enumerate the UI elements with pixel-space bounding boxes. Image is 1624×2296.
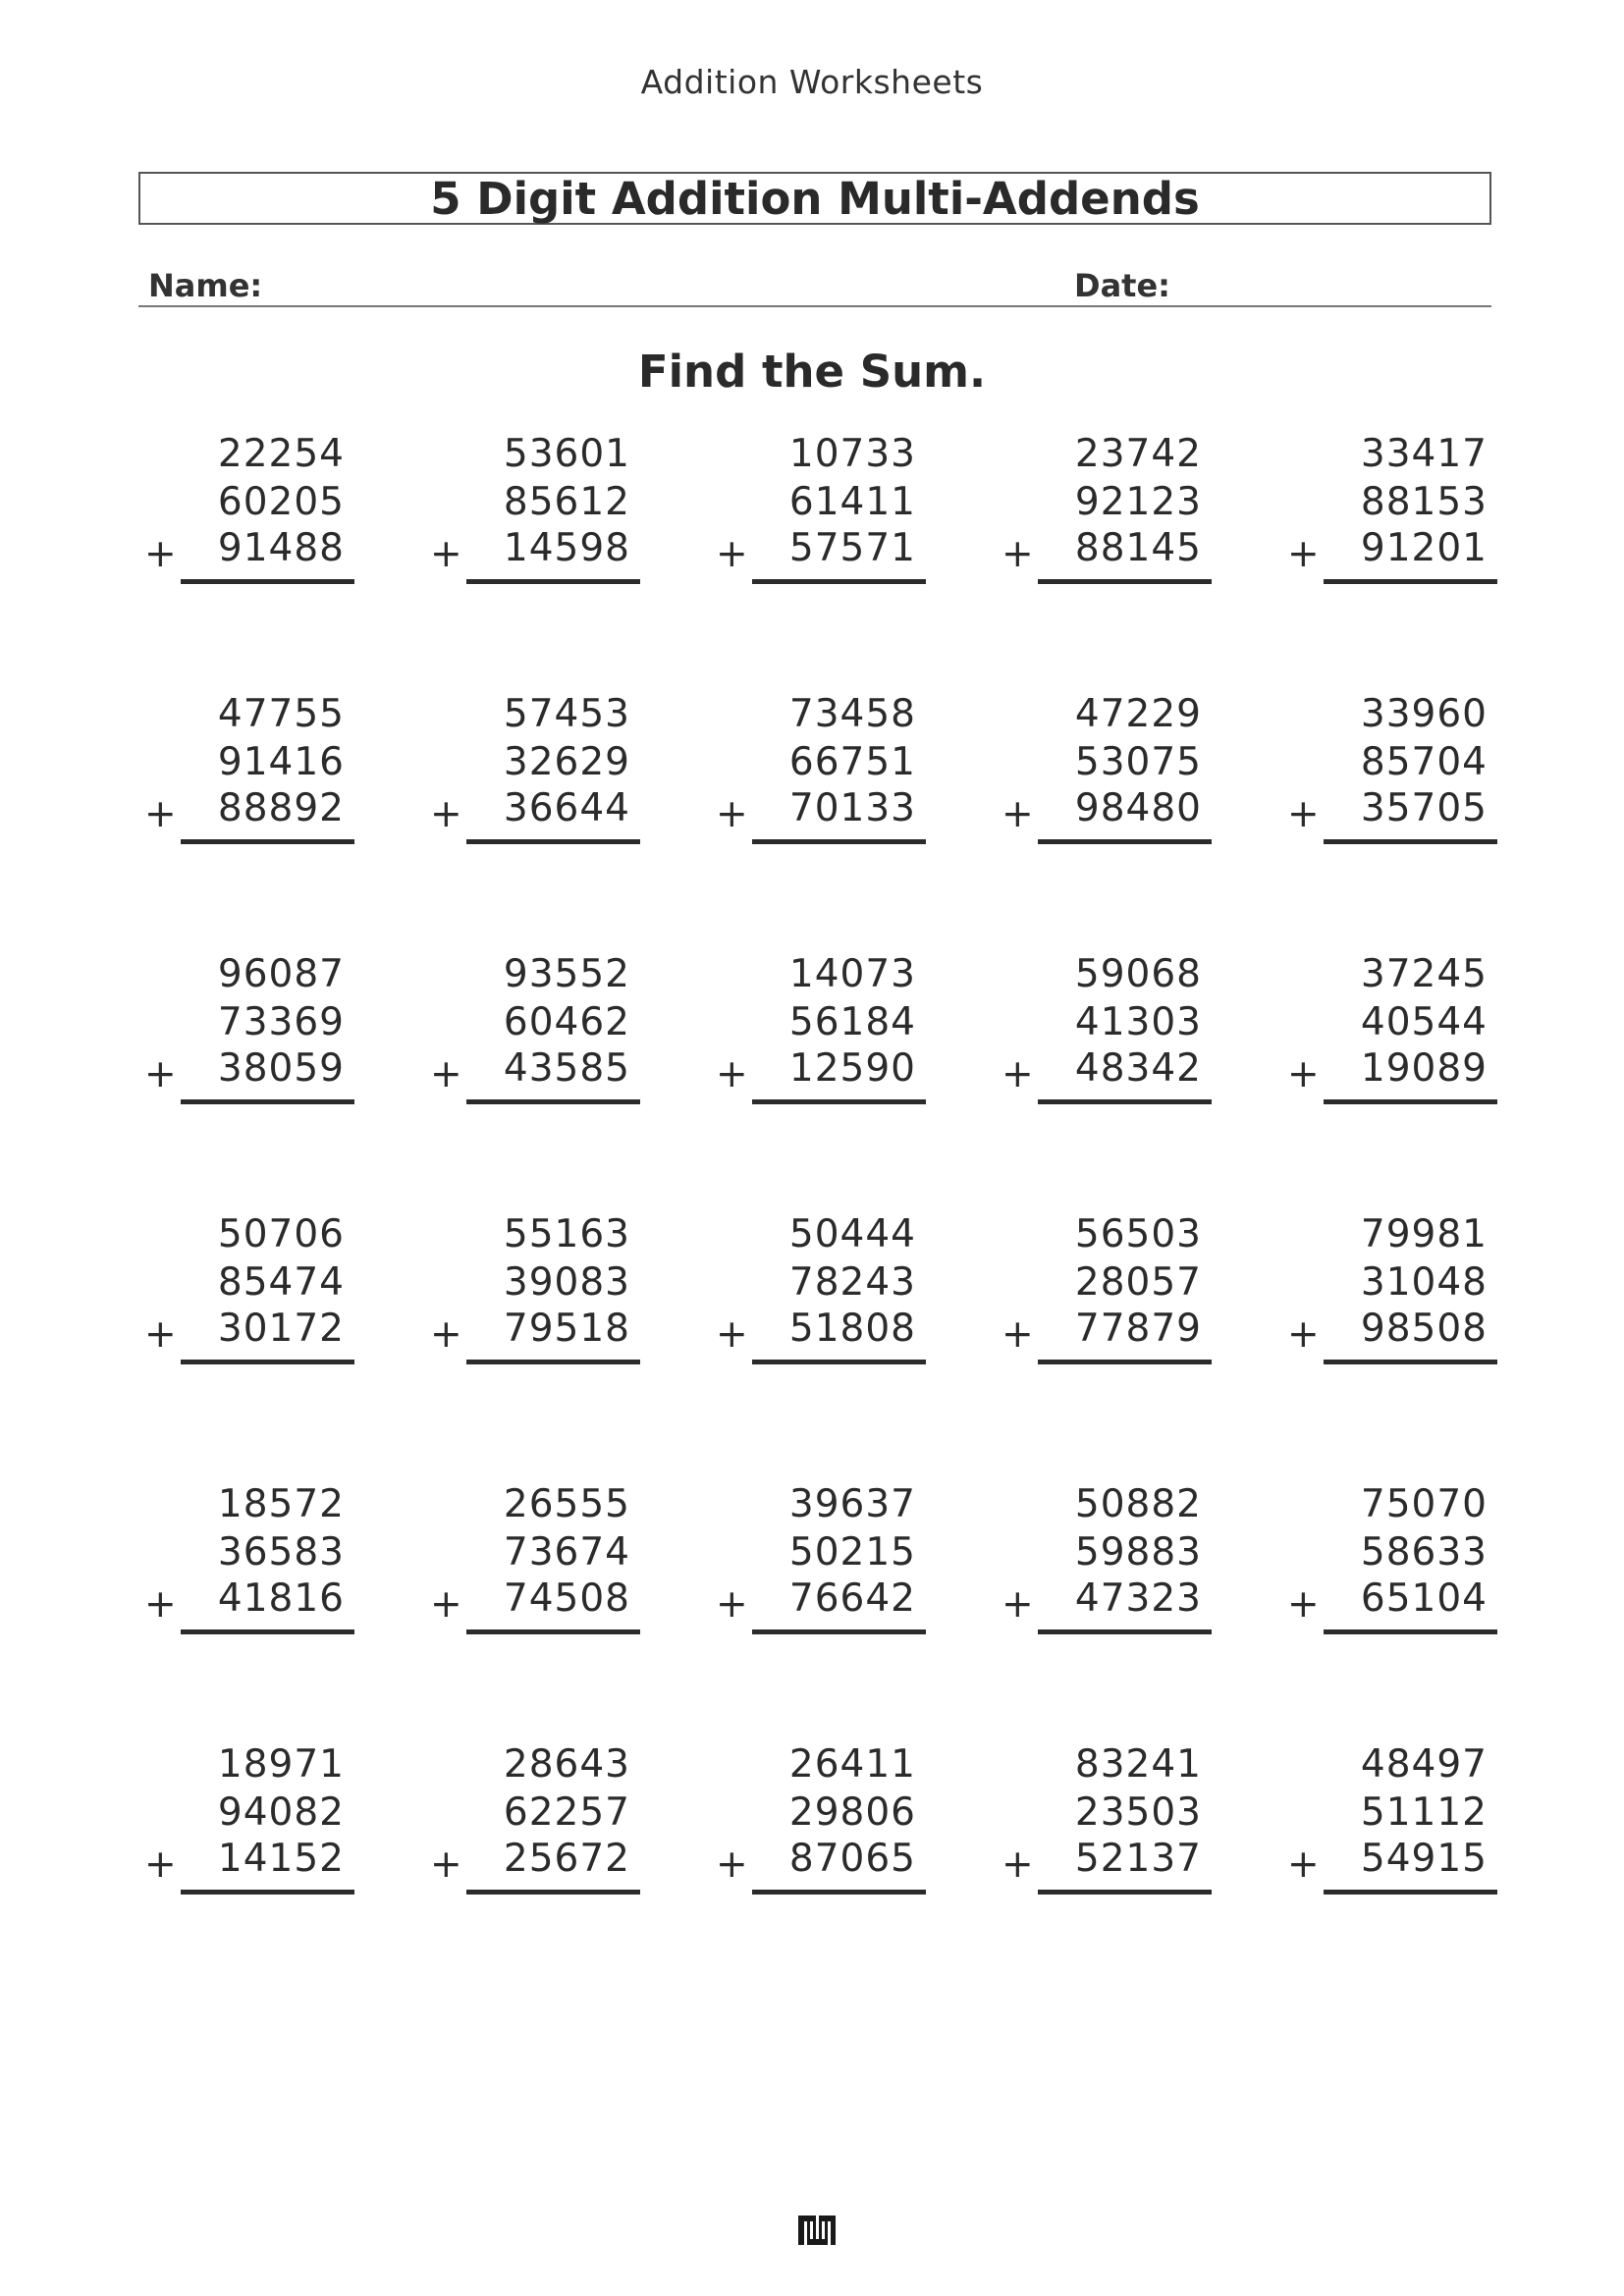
addend-1: 28643 [503, 1742, 630, 1787]
addend-3: 43585 [503, 1046, 630, 1091]
answer-line [181, 1629, 354, 1634]
addend-1: 26411 [788, 1742, 916, 1787]
plus-sign: + [1001, 532, 1034, 576]
name-date-rule [138, 305, 1491, 307]
addend-2: 31048 [1360, 1260, 1488, 1305]
addition-problem [710, 952, 926, 1109]
addend-3: 12590 [788, 1046, 916, 1091]
addend-2: 92123 [1074, 480, 1202, 524]
plus-sign: + [716, 1312, 748, 1357]
addition-problem [138, 692, 354, 849]
addend-2: 23503 [1074, 1790, 1202, 1835]
answer-line [752, 1099, 926, 1104]
answer-line [466, 839, 640, 844]
addition-problem [996, 692, 1212, 849]
addend-3: 14152 [217, 1837, 345, 1881]
plus-sign: + [1001, 792, 1034, 836]
answer-line [181, 579, 354, 584]
addend-3: 74508 [503, 1576, 630, 1621]
plus-sign: + [716, 1842, 748, 1887]
plus-sign: + [430, 1842, 462, 1887]
plus-sign: + [1287, 1842, 1320, 1887]
plus-sign: + [716, 1582, 748, 1627]
addend-3: 65104 [1360, 1576, 1488, 1621]
addend-3: 76642 [788, 1576, 916, 1621]
answer-line [181, 1890, 354, 1895]
answer-line [1038, 579, 1212, 584]
addend-1: 50706 [217, 1212, 345, 1256]
answer-line [466, 1360, 640, 1364]
addend-2: 51112 [1360, 1790, 1488, 1835]
addend-1: 14073 [788, 952, 916, 996]
plus-sign: + [1287, 1312, 1320, 1357]
addend-1: 75070 [1360, 1482, 1488, 1526]
addend-1: 47755 [217, 692, 345, 736]
addend-2: 41303 [1074, 1000, 1202, 1044]
addend-2: 59883 [1074, 1530, 1202, 1575]
addend-3: 98480 [1074, 786, 1202, 830]
addend-1: 56503 [1074, 1212, 1202, 1256]
addend-1: 50882 [1074, 1482, 1202, 1526]
addend-2: 32629 [503, 740, 630, 784]
addend-2: 50215 [788, 1530, 916, 1575]
addend-3: 88892 [217, 786, 345, 830]
addend-2: 39083 [503, 1260, 630, 1305]
plus-sign: + [1287, 1582, 1320, 1627]
answer-line [1324, 1629, 1497, 1634]
answer-line [181, 1360, 354, 1364]
answer-line [181, 1099, 354, 1104]
addend-3: 91488 [217, 526, 345, 570]
addend-1: 33960 [1360, 692, 1488, 736]
addition-problem [1281, 432, 1497, 589]
answer-line [752, 1360, 926, 1364]
addend-1: 39637 [788, 1482, 916, 1526]
addend-3: 14598 [503, 526, 630, 570]
plus-sign: + [144, 1842, 177, 1887]
answer-line [1324, 1890, 1497, 1895]
addend-2: 85474 [217, 1260, 345, 1305]
date-label: Date: [1074, 267, 1170, 304]
addend-3: 48342 [1074, 1046, 1202, 1091]
addition-problem [1281, 1212, 1497, 1369]
answer-line [1038, 1890, 1212, 1895]
addend-2: 85704 [1360, 740, 1488, 784]
plus-sign: + [1001, 1312, 1034, 1357]
answer-line [1324, 1099, 1497, 1104]
addend-1: 48497 [1360, 1742, 1488, 1787]
addend-2: 28057 [1074, 1260, 1202, 1305]
addend-1: 18572 [217, 1482, 345, 1526]
addition-problem [996, 1212, 1212, 1369]
addend-1: 47229 [1074, 692, 1202, 736]
answer-line [752, 1629, 926, 1634]
answer-line [181, 839, 354, 844]
addend-1: 79981 [1360, 1212, 1488, 1256]
addend-3: 47323 [1074, 1576, 1202, 1621]
addend-3: 30172 [217, 1307, 345, 1351]
answer-line [1038, 1099, 1212, 1104]
addend-1: 10733 [788, 432, 916, 476]
addition-problem [710, 1212, 926, 1369]
plus-sign: + [144, 1582, 177, 1627]
addend-1: 50444 [788, 1212, 916, 1256]
addend-2: 58633 [1360, 1530, 1488, 1575]
addend-2: 66751 [788, 740, 916, 784]
addend-3: 57571 [788, 526, 916, 570]
addition-problem [996, 1482, 1212, 1639]
addend-3: 19089 [1360, 1046, 1488, 1091]
plus-sign: + [144, 1312, 177, 1357]
worksheet-category-label: Addition Worksheets [640, 63, 984, 101]
addend-3: 41816 [217, 1576, 345, 1621]
addend-3: 87065 [788, 1837, 916, 1881]
addition-problem [424, 432, 640, 589]
answer-line [1324, 1360, 1497, 1364]
addend-3: 54915 [1360, 1837, 1488, 1881]
answer-line [1038, 1629, 1212, 1634]
addition-problem [424, 1482, 640, 1639]
addend-3: 88145 [1074, 526, 1202, 570]
addition-problem [996, 432, 1212, 589]
addend-1: 22254 [217, 432, 345, 476]
answer-line [1038, 839, 1212, 844]
addition-problem [1281, 1742, 1497, 1899]
addend-2: 73369 [217, 1000, 345, 1044]
addend-1: 96087 [217, 952, 345, 996]
addend-2: 91416 [217, 740, 345, 784]
plus-sign: + [430, 1052, 462, 1096]
addend-2: 73674 [503, 1530, 630, 1575]
addend-1: 37245 [1360, 952, 1488, 996]
plus-sign: + [144, 792, 177, 836]
answer-line [752, 839, 926, 844]
addend-2: 36583 [217, 1530, 345, 1575]
addend-2: 29806 [788, 1790, 916, 1835]
addition-problem [138, 1212, 354, 1369]
addition-problem [710, 692, 926, 849]
addend-3: 38059 [217, 1046, 345, 1091]
answer-line [1038, 1360, 1212, 1364]
addition-problem [138, 1742, 354, 1899]
addend-3: 79518 [503, 1307, 630, 1351]
addend-2: 60205 [217, 480, 345, 524]
addend-2: 88153 [1360, 480, 1488, 524]
answer-line [466, 1890, 640, 1895]
plus-sign: + [716, 532, 748, 576]
plus-sign: + [716, 1052, 748, 1096]
addition-problem [1281, 952, 1497, 1109]
addition-problem [996, 1742, 1212, 1899]
addition-problem [710, 432, 926, 589]
worksheet-title: 5 Digit Addition Multi-Addends [138, 172, 1491, 225]
plus-sign: + [430, 1312, 462, 1357]
addition-problem [996, 952, 1212, 1109]
addend-3: 98508 [1360, 1307, 1488, 1351]
plus-sign: + [430, 1582, 462, 1627]
addition-problem [138, 1482, 354, 1639]
addition-problem [1281, 692, 1497, 849]
plus-sign: + [144, 1052, 177, 1096]
addend-1: 18971 [217, 1742, 345, 1787]
site-logo-icon [798, 2216, 836, 2245]
plus-sign: + [1001, 1052, 1034, 1096]
addition-problem [424, 692, 640, 849]
addend-3: 51808 [788, 1307, 916, 1351]
addition-problem [710, 1742, 926, 1899]
addend-2: 62257 [503, 1790, 630, 1835]
answer-line [752, 1890, 926, 1895]
addition-problem [424, 1212, 640, 1369]
addend-1: 53601 [503, 432, 630, 476]
addend-3: 70133 [788, 786, 916, 830]
addition-problem [1281, 1482, 1497, 1639]
plus-sign: + [1001, 1842, 1034, 1887]
plus-sign: + [716, 792, 748, 836]
addition-problem [424, 1742, 640, 1899]
plus-sign: + [1001, 1582, 1034, 1627]
answer-line [752, 579, 926, 584]
addend-3: 77879 [1074, 1307, 1202, 1351]
addend-3: 36644 [503, 786, 630, 830]
addition-problem [424, 952, 640, 1109]
plus-sign: + [1287, 532, 1320, 576]
addend-2: 56184 [788, 1000, 916, 1044]
plus-sign: + [1287, 1052, 1320, 1096]
addend-2: 61411 [788, 480, 916, 524]
plus-sign: + [430, 792, 462, 836]
addend-1: 83241 [1074, 1742, 1202, 1787]
addition-problem [710, 1482, 926, 1639]
plus-sign: + [430, 532, 462, 576]
addend-1: 59068 [1074, 952, 1202, 996]
addend-1: 55163 [503, 1212, 630, 1256]
addend-1: 33417 [1360, 432, 1488, 476]
answer-line [466, 579, 640, 584]
addend-3: 35705 [1360, 786, 1488, 830]
answer-line [1324, 579, 1497, 584]
plus-sign: + [1287, 792, 1320, 836]
addend-3: 91201 [1360, 526, 1488, 570]
addend-3: 52137 [1074, 1837, 1202, 1881]
addend-2: 60462 [503, 1000, 630, 1044]
addend-2: 94082 [217, 1790, 345, 1835]
addend-2: 85612 [503, 480, 630, 524]
addend-2: 78243 [788, 1260, 916, 1305]
plus-sign: + [144, 532, 177, 576]
addend-1: 26555 [503, 1482, 630, 1526]
addend-1: 23742 [1074, 432, 1202, 476]
answer-line [466, 1629, 640, 1634]
addend-1: 57453 [503, 692, 630, 736]
name-label: Name: [148, 267, 263, 304]
instructions: Find the Sum. [637, 346, 987, 398]
addend-2: 40544 [1360, 1000, 1488, 1044]
addend-3: 25672 [503, 1837, 630, 1881]
addend-1: 93552 [503, 952, 630, 996]
addition-problem [138, 432, 354, 589]
addend-1: 73458 [788, 692, 916, 736]
addition-problem [138, 952, 354, 1109]
answer-line [466, 1099, 640, 1104]
addend-2: 53075 [1074, 740, 1202, 784]
answer-line [1324, 839, 1497, 844]
